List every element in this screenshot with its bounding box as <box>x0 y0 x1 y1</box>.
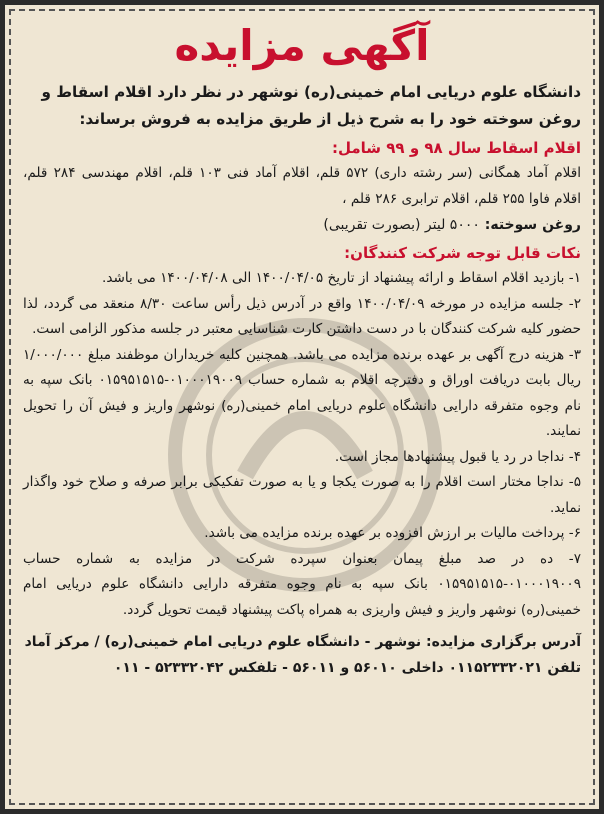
intro-paragraph: دانشگاه علوم دریایی امام خمینی(ره) نوشهر در نظر دارد اقلام اسقاط و روغن سوخته خود را به شرح ذیل از طریق مزایده به فروش برساند: <box>41 83 581 128</box>
used-oil-line <box>23 212 581 238</box>
notice-title: آگهی مزایده <box>174 21 430 70</box>
notes-heading: نکات قابل توجه شرکت کنندگان: <box>344 244 581 262</box>
contact-phone: تلفن ۰۱۱۵۲۳۳۲۰۲۱ داخلی ۵۶۰۱۰ و ۵۶۰۱۱ - تلفکس ۵۲۳۳۲۰۴۲ - ۰۱۱ <box>113 660 581 676</box>
title-wrap <box>23 19 581 73</box>
note-item: ۵- نداجا مختار است اقلام را به صورت یکجا و یا به صورت تفکیکی برابر صرفه و صلاح خود واگذار نماید. <box>23 474 581 516</box>
used-oil-value: ۵۰۰۰ لیتر (بصورت تقریبی) <box>323 217 480 233</box>
used-oil-label: روغن سوخته: <box>484 217 581 233</box>
notes-list <box>23 266 581 623</box>
scrap-items-heading: اقلام اسقاط سال ۹۸ و ۹۹ شامل: <box>332 139 581 157</box>
scrap-items-text: اقلام آماد همگانی (سر رشته داری) ۵۷۲ قلم، اقلام آماد فنی ۱۰۳ قلم، اقلام مهندسی ۲۸۴ قلم، اقلام فاوا ۲۵۵ قلم، اقلام ترابری ۲۸۶ قلم ، <box>23 165 581 207</box>
note-item: ۳- هزینه درج آگهی بر عهده برنده مزایده می باشد. همچنین کلیه خریداران موظفند مبلغ ۱/۰۰۰/۰۰۰ ریال بابت دریافت اوراق و دفترچه اقلام به شماره حساب ۰۱۰۰۰۱۹۰۰۹-۰۱۵۹۵۱۵۱۵ بانک سپه به نام وجوه متفرقه دارایی دانشگاه علوم دریایی امام خمینی(ره) نوشهر واریز و فیش آن را تحویل نمایند. <box>23 346 581 439</box>
auction-address: آدرس برگزاری مزایده: نوشهر - دانشگاه علوم دریایی امام خمینی(ره) / مرکز آماد <box>24 634 581 650</box>
note-item: ۴- نداجا در رد یا قبول پیشنهادها مجاز است. <box>334 448 581 465</box>
note-item: ۲- جلسه مزایده در مورخه ۱۴۰۰/۰۴/۰۹ واقع در آدرس ذیل رأس ساعت ۸/۳۰ منعقد می گردد، لذا حضور کلیه شرکت کنندگان با در دست داشتن کارت شناسایی معتبر در جلسه مذکور الزامی است. <box>23 295 581 337</box>
note-item: ۶- پرداخت مالیات بر ارزش افزوده بر عهده برنده مزایده می باشد. <box>204 525 581 541</box>
note-item: ۷- ده در صد مبلغ پیمان بعنوان سپرده شرکت در مزایده به شماره حساب ۰۱۰۰۰۱۹۰۰۹-۰۱۵۹۵۱۵۱۵ بانک سپه به نام وجوه متفرقه دارایی دانشگاه علوم دریایی امام خمینی(ره) نوشهر واریز و فیش واریزی به همراه پاکت پیشنهاد قیمت تحویل گردد. <box>23 550 581 618</box>
note-item: ۱- بازدید اقلام اسقاط و ارائه پیشنهاد از تاریخ ۱۴۰۰/۰۴/۰۵ الی ۱۴۰۰/۰۴/۰۸ می باشد. <box>102 270 581 286</box>
